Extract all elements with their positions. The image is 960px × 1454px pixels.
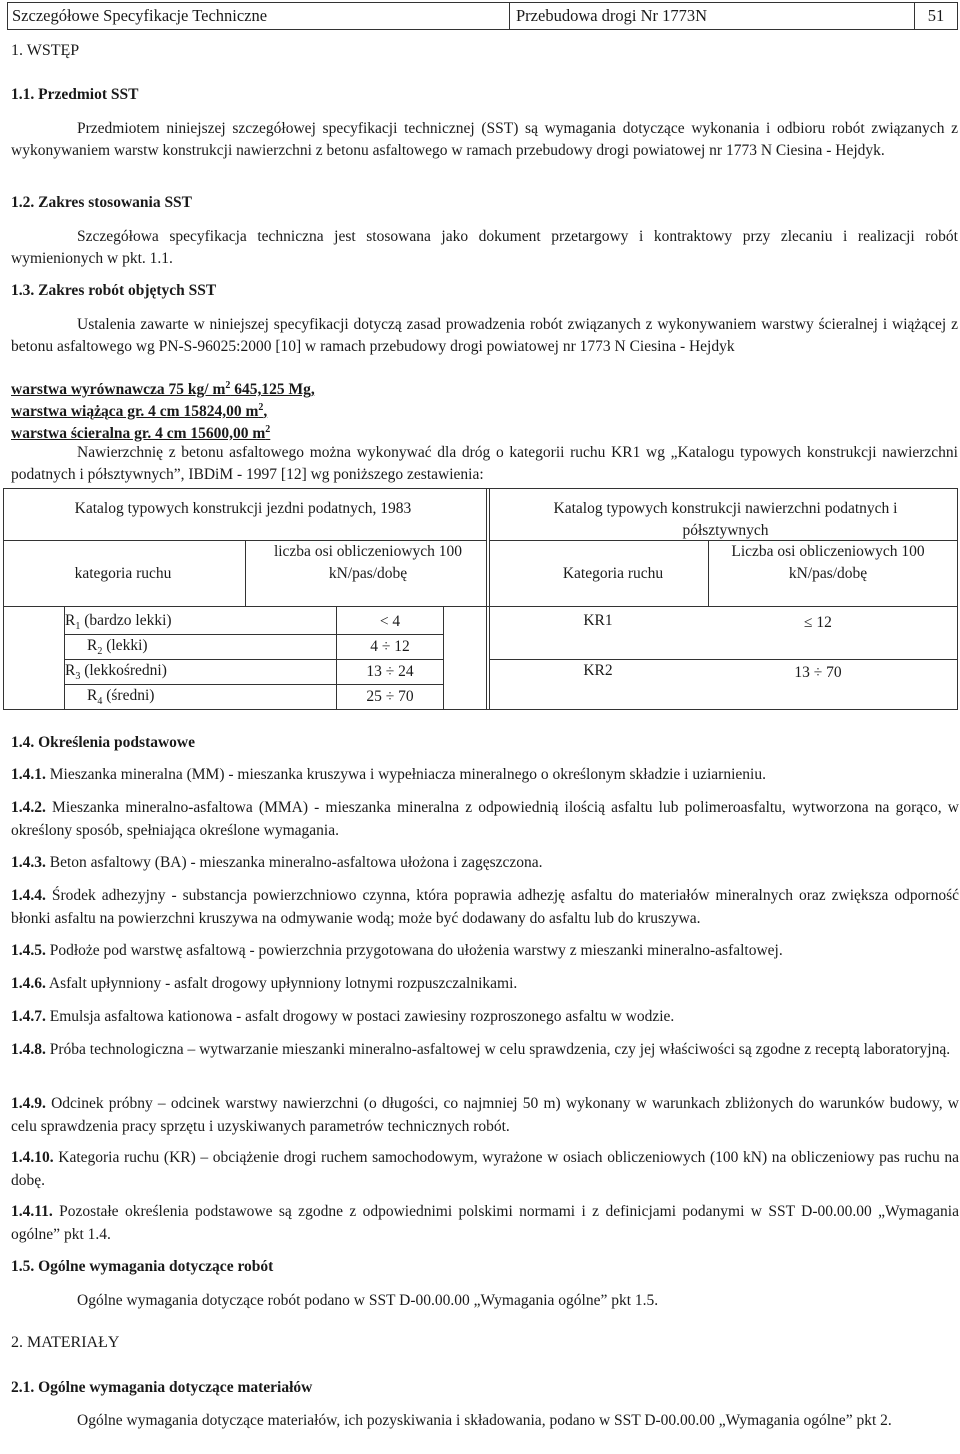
table-row-left-3-category: $R_3$ (lekkośredni) bbox=[65, 662, 167, 683]
table-row-left-1-category: $R_1$ (bardzo lekki) bbox=[65, 612, 172, 633]
section-1-3-text-2: Nawierzchnię z betonu asfaltowego można wykonywać dla dróg o kategorii ruchu KR1 wg „Katalogu typowych konstrukcji nawierzchni podatnych i półsztywnych”, IBDiM - 1997 [12] wg poniższego zestawienia: bbox=[11, 444, 958, 483]
definition-1-4-3: 1.4.3. Beton asfaltowy (BA) - mieszanka mineralno-asfaltowa ułożona i zagęszczona. bbox=[11, 854, 543, 871]
table-row-right-1-axles: ≤ 12 bbox=[804, 614, 832, 631]
definition-1-4-9: 1.4.9. Odcinek próbny – odcinek warstwy nawierzchni (o długości, co najmniej 50 m) wykonany w warunkach zbliżonych do warunków budowy, w celu sprawdzenia pracy sprzętu i uzyskiwanych parametrów technicznych robót. bbox=[11, 1095, 959, 1135]
layer-leveling: warstwa wyrównawcza 75 kg/ $m^2$ 645,125 Mg, bbox=[11, 379, 315, 398]
table-row-left-1-axles: < 4 bbox=[379, 613, 401, 630]
header-page-number: 51 bbox=[927, 6, 945, 25]
definition-1-4-10: 1.4.10. Kategoria ruchu (KR) – obciążenie drogi ruchem samochodowym, wyrażone w osiach obliczeniowych (100 kN) na obliczeniowy pas ruchu na dobę. bbox=[11, 1149, 959, 1189]
table-col-axles-left: liczba osi obliczeniowych 100 kN/pas/dobę bbox=[273, 543, 463, 582]
definition-1-4-6: 1.4.6. Asfalt upłynniony - asfalt drogowy upłynniony lotnymi rozpuszczalnikami. bbox=[11, 975, 518, 992]
table-row-left-2-axles: 4 ÷ 12 bbox=[370, 638, 410, 655]
definition-1-4-2: 1.4.2. Mieszanka mineralno-asfaltowa (MMA) - mieszanka mineralna z odpowiednią ilością asfaltu lub polimeroasfaltu, wytworzona na gorąco, w określony sposób, spełniająca określone wymagania. bbox=[11, 799, 959, 839]
table-left-title: Katalog typowych konstrukcji jezdni podatnych, 1983 bbox=[74, 500, 412, 517]
section-1-4-heading: 1.4. Określenia podstawowe bbox=[11, 734, 196, 751]
section-1-1-text: Przedmiotem niniejszej szczegółowej specyfikacji technicznej (SST) są wymagania dotyczące wykonania i odbioru robót związanych z wykonywaniem warstw konstrukcji nawierzchni z betonu asfaltowego w ramach przebudowy drogi powiatowej nr 1773 N Ciesina - Hejdyk. bbox=[11, 120, 958, 159]
header-project: Przebudowa drogi Nr 1773N bbox=[510, 3, 915, 29]
table-row-right-2-axles: 13 ÷ 70 bbox=[794, 664, 842, 681]
section-1-3-text: Ustalenia zawarte w niniejszej specyfikacji dotyczą zasad prowadzenia robót związanych z wykonywaniem warstwy ścieralnej i wiążącej z betonu asfaltowego wg PN-S-96025:2000 [10] w ramach przebudowy drogi powiatowej nr 1773 N Ciesina - Hejdyk bbox=[11, 316, 958, 355]
definition-1-4-5: 1.4.5. Podłoże pod warstwę asfaltową - powierzchnia przygotowana do ułożenia warstwy z mieszanki mineralno-asfaltowej. bbox=[11, 942, 783, 959]
definition-1-4-4: 1.4.4. Środek adhezyjny - substancja powierzchniowo czynna, która poprawia adhezję asfaltu do materiałów mineralnych oraz zwiększa odporność błonki asfaltu na powierzchni kruszywa na odmywanie wodą; może być dodawany do asfaltu lub do kruszywa. bbox=[11, 887, 959, 927]
table-right-title: Katalog typowych konstrukcji nawierzchni podatnych i półsztywnych bbox=[553, 500, 898, 539]
definition-1-4-11: 1.4.11. Pozostałe określenia podstawowe są zgodne z odpowiednimi polskimi normami i z definicjami podanymi w SST D-00.00.00 „Wymagania ogólne” pkt 1.4. bbox=[11, 1203, 959, 1243]
definition-1-4-1: 1.4.1. Mieszanka mineralna (MM) - mieszanka kruszywa i wypełniacza mineralnego o określonym składzie i uziarnieniu. bbox=[11, 766, 766, 783]
layer-binder: warstwa wiążąca gr. 4 cm 15824,00 $m^2$, bbox=[11, 401, 268, 420]
table-col-axles-right: Liczba osi obliczeniowych 100 kN/pas/dobę bbox=[731, 543, 925, 582]
table-row-left-2-category: $R_2$ (lekki) bbox=[87, 637, 148, 658]
section-1-1-heading: 1.1. Przedmiot SST bbox=[11, 86, 139, 103]
table-row-right-1-category: KR1 bbox=[583, 612, 613, 629]
traffic-category-table bbox=[3, 488, 958, 710]
section-2-1-heading: 2.1. Ogólne wymagania dotyczące materiałów bbox=[11, 1379, 313, 1396]
header-doc-title: Szczegółowe Specyfikacje Techniczne bbox=[8, 3, 510, 29]
layer-wearing: warstwa ścieralna gr. 4 cm 15600,00 $m^2$ bbox=[11, 423, 271, 442]
section-1-2-text: Szczegółowa specyfikacja techniczna jest stosowana jako dokument przetargowy i kontraktowy przy zlecaniu i realizacji robót wymienionych w pkt. 1.1. bbox=[11, 228, 958, 267]
section-2-1-text: Ogólne wymagania dotyczące materiałów, ich pozyskiwania i składowania, podano w SST D-00.00.00 „Wymagania ogólne” pkt 2. bbox=[77, 1412, 892, 1429]
page-header bbox=[7, 2, 958, 30]
table-col-traffic-right: Kategoria ruchu bbox=[562, 565, 664, 582]
table-row-left-3-axles: 13 ÷ 24 bbox=[366, 663, 414, 680]
table-row-left-4-axles: 25 ÷ 70 bbox=[366, 688, 414, 705]
definition-1-4-7: 1.4.7. Emulsja asfaltowa kationowa - asfalt drogowy w postaci zawiesiny rozproszonego asfaltu w wodzie. bbox=[11, 1008, 675, 1025]
section-1-3-heading: 1.3. Zakres robót objętych SST bbox=[11, 282, 217, 299]
section-1-5-heading: 1.5. Ogólne wymagania dotyczące robót bbox=[11, 1258, 274, 1275]
table-col-traffic-left: kategoria ruchu bbox=[74, 565, 172, 582]
section-1-2-heading: 1.2. Zakres stosowania SST bbox=[11, 194, 193, 211]
definition-1-4-8: 1.4.8. Próba technologiczna – wytwarzanie mieszanki mineralno-asfaltowej w celu sprawdzenia, czy jej właściwości są zgodne z receptą laboratoryjną. bbox=[11, 1041, 951, 1058]
section-1-heading: 1. WSTĘP bbox=[11, 42, 80, 59]
section-1-5-text: Ogólne wymagania dotyczące robót podano w SST D-00.00.00 „Wymagania ogólne” pkt 1.5. bbox=[77, 1292, 659, 1309]
section-2-heading: 2. MATERIAŁY bbox=[11, 1334, 120, 1351]
table-row-left-4-category: $R_4$ (średni) bbox=[87, 687, 155, 708]
table-row-right-2-category: KR2 bbox=[583, 662, 613, 679]
